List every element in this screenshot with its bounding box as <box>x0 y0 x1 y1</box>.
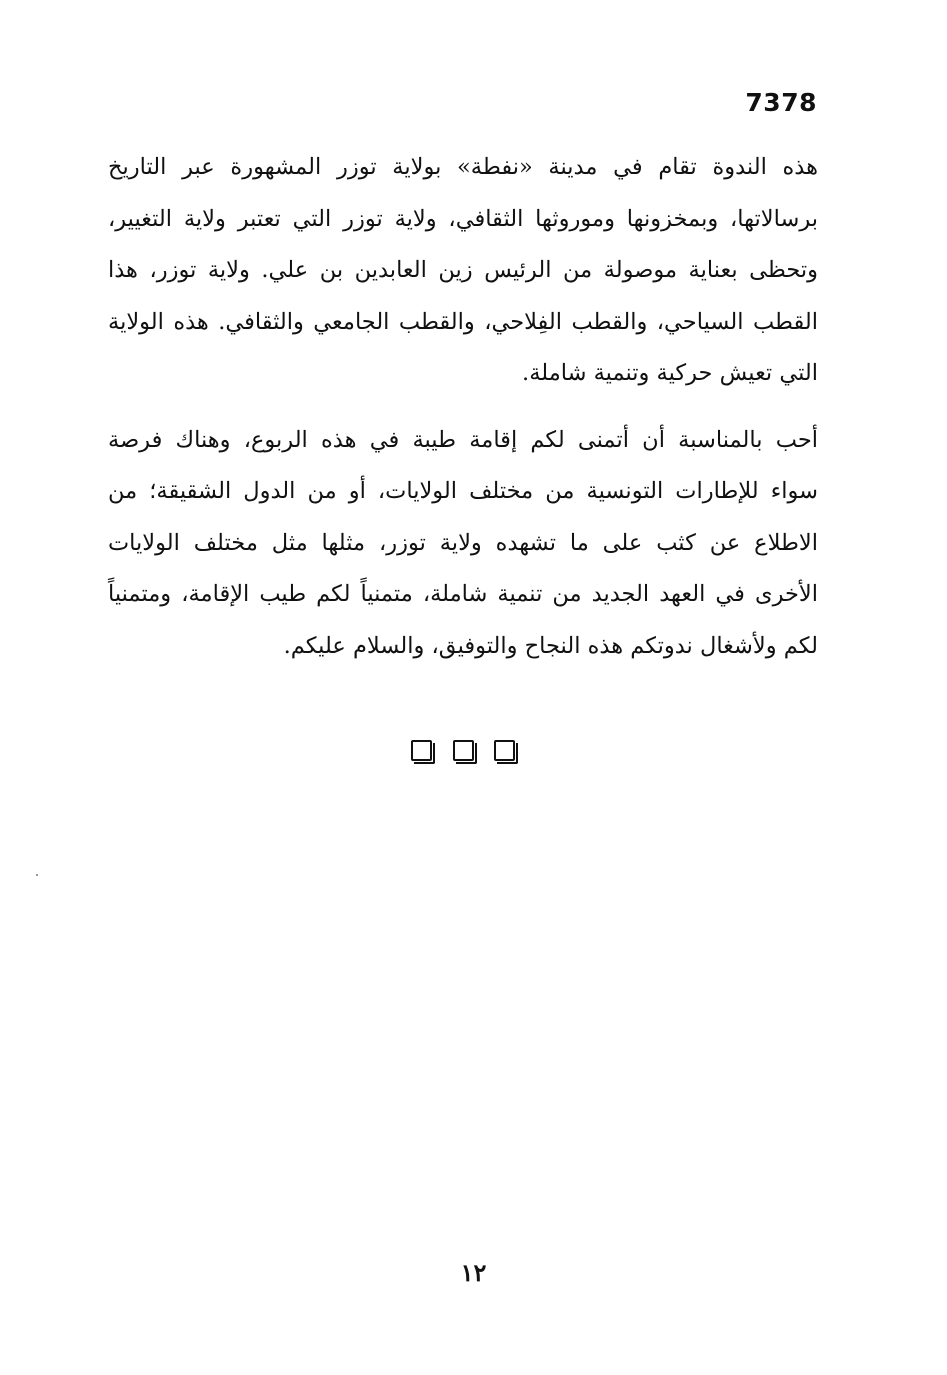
text-line: هذه الندوة تقام في مدينة «نفطة» بولاية توزر المشهورة عبر التاريخ <box>108 154 818 180</box>
box-icon <box>411 740 432 761</box>
box-icon <box>453 740 474 761</box>
text-line: وتحظى بعناية موصولة من الرئيس زين العابدين بن علي. ولاية توزر، هذا <box>108 257 818 283</box>
text-line: سواء للإطارات التونسية من مختلف الولايات، أو من الدول الشقيقة؛ من <box>108 478 818 504</box>
text-line: أحب بالمناسبة أن أتمنى لكم إقامة طيبة في هذه الربوع، وهناك فرصة <box>108 426 818 453</box>
paragraph-2 <box>108 415 818 673</box>
text-line: التي تعيش حركية وتنمية شاملة. <box>522 360 818 386</box>
section-separator <box>411 740 515 764</box>
scan-speck <box>36 874 38 876</box>
paragraph-1 <box>108 142 818 400</box>
box-icon <box>494 740 515 761</box>
text-line: لكم ولأشغال ندوتكم هذه النجاح والتوفيق، والسلام عليكم. <box>283 632 818 659</box>
text-line: القطب السياحي، والقطب الفِلاحي، والقطب الجامعي والثقافي. هذه الولاية <box>108 308 818 335</box>
text-line: برسالاتها، وبمخزونها وموروثها الثقافي، ولاية توزر التي تعتبر ولاية التغيير، <box>108 205 818 232</box>
document-number: 7378 <box>745 88 817 117</box>
text-line: الاطلاع عن كثب على ما تشهده ولاية توزر، مثلها مثل مختلف الولايات <box>108 529 818 556</box>
text-line: الأخرى في العهد الجديد من تنمية شاملة، متمنياً لكم طيب الإقامة، ومتمنياً <box>108 581 818 607</box>
page-number: ١٢ <box>460 1258 487 1287</box>
body-text <box>108 142 818 672</box>
